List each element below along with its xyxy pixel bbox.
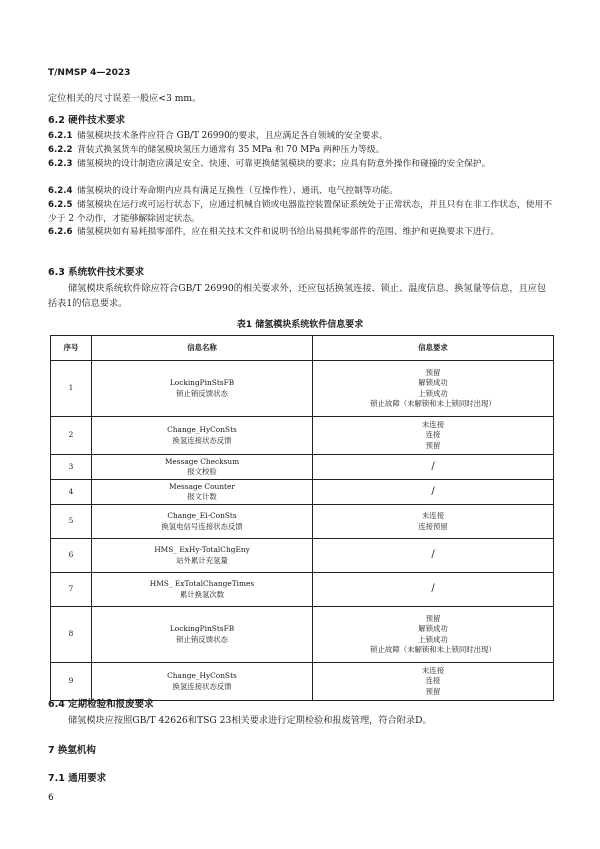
req-line: 预留 bbox=[425, 686, 441, 696]
cell-name bbox=[92, 455, 313, 480]
clause-6-2-2 bbox=[48, 144, 553, 158]
header-seq: 序号 bbox=[51, 336, 92, 361]
clause-6-2-1 bbox=[48, 130, 553, 144]
req-line: 解锁成功 bbox=[418, 624, 448, 633]
signal-name: LockingPinStsFB bbox=[169, 624, 235, 633]
signal-desc: 换氢连接状态反馈 bbox=[172, 435, 232, 445]
signal-desc: 锁止销反馈状态 bbox=[176, 634, 228, 644]
clause-6-2-4 bbox=[48, 185, 553, 199]
req-line: 未连接 bbox=[421, 665, 445, 675]
clause-text: 储氢模块的设计寿命期内应具有满足互换性（互操作性）、通讯、电气控制等功能。 bbox=[77, 186, 399, 196]
req-line: 未连接 bbox=[421, 419, 445, 429]
signal-desc: 换氢电信号连接状态反馈 bbox=[161, 521, 243, 531]
cell-seq: 5 bbox=[51, 505, 92, 539]
header-name: 信息名称 bbox=[92, 336, 313, 361]
cell-requirement: / bbox=[313, 480, 554, 505]
signal-desc: 报文校验 bbox=[187, 467, 217, 476]
req-line: 连接预留 bbox=[418, 521, 448, 531]
section-7-1-heading: 7.1 通用要求 bbox=[48, 773, 107, 784]
signal-name: HMS_ ExTotalChangeTimes bbox=[149, 579, 255, 588]
clause-6-2-6 bbox=[48, 226, 553, 240]
section-6-2-heading: 6.2 硬件技术要求 bbox=[48, 115, 126, 126]
intro-line: 定位相关的尺寸误差一般应<3 mm。 bbox=[48, 93, 202, 104]
cell-seq: 2 bbox=[51, 417, 92, 455]
signal-desc: 锁止销反馈状态 bbox=[176, 388, 228, 398]
cell-requirement: / bbox=[313, 455, 554, 480]
signal-name: Change_El-ConSts bbox=[167, 511, 237, 520]
clause-text: 储氢模块技术条件应符合 GB/T 26990的要求，且应满足各自领域的安全要求。 bbox=[77, 131, 389, 141]
section-7-heading: 7 换氢机构 bbox=[48, 745, 96, 756]
cell-name bbox=[92, 663, 313, 701]
clause-text: 背装式换氢货车的储氢模块氢压力通常有 35 MPa 和 70 MPa 两种压力等级。 bbox=[77, 145, 385, 155]
table-row bbox=[51, 539, 554, 573]
table-row bbox=[51, 417, 554, 455]
signal-desc: 报文计数 bbox=[187, 492, 217, 501]
cell-name bbox=[92, 480, 313, 505]
cell-name bbox=[92, 607, 313, 663]
clause-number: 6.2.3 bbox=[48, 159, 73, 169]
section-6-3-paragraph: 储氢模块系统软件除应符合GB/T 26990的相关要求外，还应包括换氢连接、锁止、温度信息、换氢量等信息，且应包括表1的信息要求。 bbox=[48, 283, 547, 309]
table-row bbox=[51, 480, 554, 505]
signal-name: LockingPinStsFB bbox=[169, 378, 235, 387]
clause-number: 6.2.6 bbox=[48, 227, 73, 237]
table-row bbox=[51, 505, 554, 539]
cell-seq: 3 bbox=[51, 455, 92, 480]
signal-name: Message Counter bbox=[169, 481, 235, 491]
standard-code: T/NMSP 4—2023 bbox=[48, 68, 131, 78]
signal-name: Change_HyConSts bbox=[167, 671, 237, 680]
section-6-3-heading: 6.3 系统软件技术要求 bbox=[48, 267, 145, 278]
cell-seq: 1 bbox=[51, 361, 92, 417]
cell-requirement: / bbox=[313, 573, 554, 607]
table-header-row bbox=[51, 336, 554, 361]
clause-text: 储氢模块的设计制造应满足安全、快速、可靠更换储氢模块的要求；应具有防意外操作和碰撞的安全保护。 bbox=[77, 159, 491, 169]
cell-requirement bbox=[313, 505, 554, 539]
req-line: 预留 bbox=[425, 367, 441, 377]
clause-number: 6.2.2 bbox=[48, 145, 73, 155]
cell-requirement bbox=[313, 417, 554, 455]
clause-number: 6.2.5 bbox=[48, 200, 73, 210]
cell-seq: 7 bbox=[51, 573, 92, 607]
cell-seq: 9 bbox=[51, 663, 92, 701]
section-6-4-heading: 6.4 定期检验和报废要求 bbox=[48, 699, 154, 710]
cell-name bbox=[92, 361, 313, 417]
clause-6-2-3 bbox=[48, 158, 553, 172]
page-number: 6 bbox=[48, 793, 54, 803]
req-line: 解锁成功 bbox=[418, 378, 448, 387]
clause-number: 6.2.4 bbox=[48, 186, 73, 196]
cell-seq: 8 bbox=[51, 607, 92, 663]
cell-seq: 4 bbox=[51, 480, 92, 505]
header-requirement: 信息要求 bbox=[313, 336, 554, 361]
cell-requirement bbox=[313, 663, 554, 701]
cell-name bbox=[92, 539, 313, 573]
cell-requirement: / bbox=[313, 539, 554, 573]
table-caption: 表1 储氢模块系统软件信息要求 bbox=[236, 320, 364, 330]
clause-text: 储氢模块在运行或可运行状态下，应通过机械自锁或电器监控装置保证系统处于正常状态，并且只有在非工作状态，使用不少于 2 个动作，才能够解除固定状态。 bbox=[48, 200, 553, 224]
table-row bbox=[51, 361, 554, 417]
req-line: 预留 bbox=[425, 440, 441, 450]
table-row bbox=[51, 455, 554, 480]
cell-name bbox=[92, 573, 313, 607]
signal-name: Message Checksum bbox=[164, 456, 240, 466]
signal-desc: 站外累计充氢量 bbox=[176, 555, 228, 565]
table-row bbox=[51, 663, 554, 701]
req-line: 上锁成功 bbox=[418, 634, 448, 644]
table-row bbox=[51, 573, 554, 607]
req-line: 预留 bbox=[425, 613, 441, 623]
req-line: 锁止故障（未解锁和未上锁同时出现） bbox=[370, 645, 496, 654]
clause-6-2-5 bbox=[48, 199, 553, 226]
cell-requirement bbox=[313, 361, 554, 417]
clause-text: 储氢模块如有易耗损零部件，应在相关技术文件和说明书给出易损耗零部件的范围、维护和更换要求下进行。 bbox=[77, 227, 500, 237]
signal-name: Change_HyConSts bbox=[167, 425, 237, 434]
cell-name bbox=[92, 505, 313, 539]
signal-name: HMS_ ExHy-TotalChgEny bbox=[154, 545, 250, 554]
cell-name bbox=[92, 417, 313, 455]
req-line: 上锁成功 bbox=[418, 388, 448, 398]
signal-desc: 换氢连接状态反馈 bbox=[172, 681, 232, 691]
req-line: 锁止故障（未解锁和未上锁同时出现） bbox=[370, 399, 496, 408]
clause-number: 6.2.1 bbox=[48, 131, 73, 141]
req-line: 连接 bbox=[425, 676, 441, 686]
cell-seq: 6 bbox=[51, 539, 92, 573]
req-line: 连接 bbox=[425, 430, 441, 440]
section-6-4-paragraph: 储氢模块应按照GB/T 42626和TSG 23相关要求进行定期检验和报废管理，符合附录D。 bbox=[68, 715, 432, 726]
req-line: 未连接 bbox=[421, 511, 445, 520]
table-row bbox=[51, 607, 554, 663]
info-table bbox=[50, 335, 554, 701]
signal-desc: 累计换氢次数 bbox=[179, 589, 225, 599]
cell-requirement bbox=[313, 607, 554, 663]
